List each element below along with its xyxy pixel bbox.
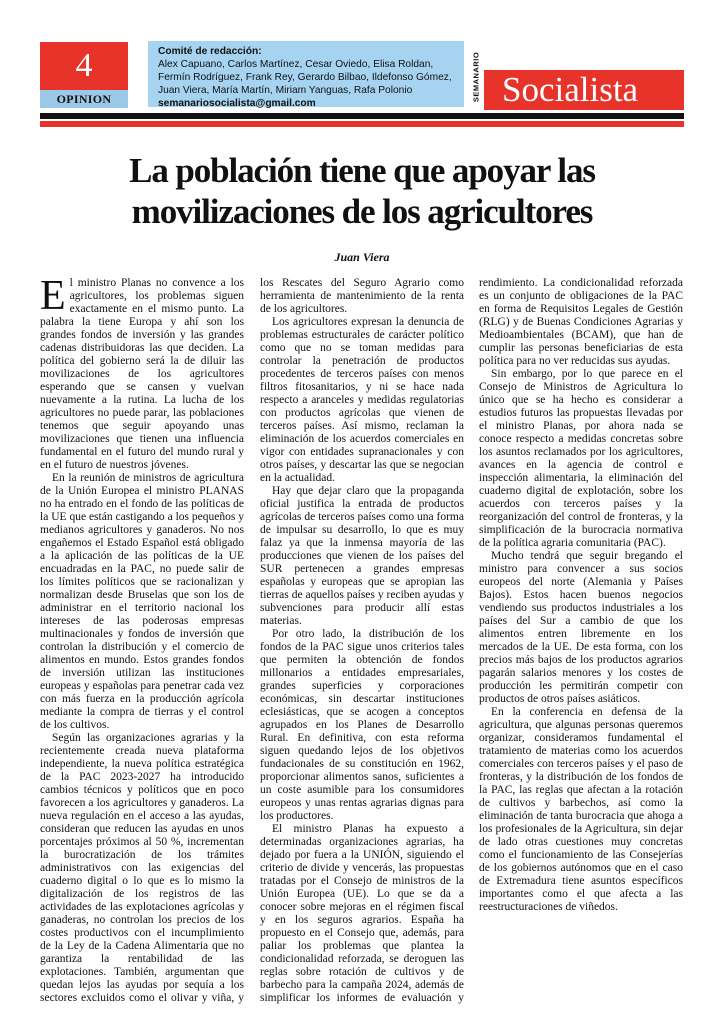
article-paragraph: En la reunión de ministros de agricultura de la Unión Europea el ministro PLANAS no ha entrado en el fondo de las políticas de la UE que están castigando a los pequeños y medianos agricultores y ganaderos. No nos engañemos el Estado Español está obligado a la aplicación de las políticas de la UE encuadradas en la PAC, no puede salir de los límites políticos que se racionalizan y normalizan desde Bruselas que son los de administrar en el territorio nacional los intereses de las poderosas empresas multinacionales y fondos de inversión que controlan la distribución y el comercio de alimentos en mundo. Estos grandes fondos de inversión utilizan las instituciones europeas y españolas para penetrar cada vez con más fuerza en la producción agrícola mediante la compra de tierras y el control de los cultivos. [40,472,244,731]
article-paragraph: Mucho tendrá que seguir bregando el ministro para convencer a sus socios europeos del norte (Alemania y Países Bajos). Estos hacen buenos negocios vendiendo sus productos industriales a los países del Sur a cambio de que los alimentos entren libremente en los mercados de la UE. De esta forma, con los precios más bajos de los productos agrarios pagarán salarios menores y los costes de producción les permitirán competir con productos de otros países asiáticos. [479,550,683,705]
article-paragraph: En la conferencia en defensa de la agricultura, que algunas personas queremos organizar, consideramos fundamental el tratamiento de materias como los acuerdos comerciales con terceros países y el paso de fronteras, y la distribución de los fondos de la PAC, las reglas que afectan a la rotación de cultivos y barbechos, así como la eliminación de tanta burocracia que ahoga a los profesionales de la Agricultura, sin dejar de lado otras cuestiones muy concretas como el funcionamiento de las Consejerías de los gobiernos autónomos que en el caso de Extremadura tiene asuntos específicos importantes como el que afecta a las reestructuraciones de viñedos. [479,706,683,913]
article-paragraph: Por otro lado, la distribución de los fondos de la PAC sigue unos criterios tales que permiten la obtención de fondos millonarios a entidades empresariales, grandes superficies y corporaciones económicas, sin descartar instituciones eclesiásticas, que se acogen a conceptos agrupados en los Planes de Desarrollo Rural. En definitiva, con esta reforma siguen quedando lejos de los objetivos fundacionales de su constitución en 1962, proporcionar alimentos sanos, suficientes a un coste asumible para los consumidores europeos y unas rentas agrarias dignas para los productores. [260,628,464,822]
contact-email[interactable]: semanariosocialista@gmail.com [158,98,316,109]
article-paragraph: Según las organizaciones agrarias y la recientemente creada nueva plataforma independiente, la nueva política estratégica de la PAC 2023-2027 ha introducido cambios técnicos y políticos que en poco favorecen a los agricultores y ganaderos. La nueva regulación en el acceso a las ayudas, consideran que reducen las ayudas en unos porcentajes próximos al 50 %, incrementan la burocratización de los trámites administrativos con las exigencias del cuaderno digital o lo que es lo mismo la digitalización de los registros de las actividades de las explotaciones agrícolas y ganaderas, no controlan los precios de los costes productivos con el incumplimiento de la Ley de la Cadena Alimentaria que no garantiza la rentabilidad de las explotaciones. También, argumentan que quedan lejos las ayudas por sequía a los sectores excluidos como el olivar y viña, y [40,732,244,1004]
article-paragraph: El ministro Planas ha expuesto a determinadas organizaciones agrarias, ha dejado por fuera a la UNIÓN, siguiendo el criterio de divide y vencerás, las propuestas tratadas por el Consejo de ministros de la Unión Europea (UE). Lo que se da a conocer sobre mejoras en el régimen fiscal y en los seguros agrarios. España ha propuesto en el Consejo que, además, para paliar los problemas que plantea la condicionalidad reforzada, se deroguen las reglas sobre rotación de cultivos y de barbecho para la campaña 2024, además de simplificar los informes de evaluación y [260,823,464,1004]
header-rule-black [40,113,684,119]
article-paragraph: los Rescates del Seguro Agrario como herramienta de mantenimiento de la renta de los agricultores. [260,277,464,315]
drop-cap: E [40,277,66,319]
brand-masthead: Socialista [484,70,684,110]
section-label: OPINION [40,90,128,108]
article-paragraph: Los agricultores expresan la denuncia de problemas estructurales de carácter político como que no se toman medidas para controlar la penetración de productos procedentes de terceros países con menos filtros fitosanitarios, y ni se hace nada respecto a aranceles y medidas regulatorias con productos agrícolas que vienen de terceros países. Así mismo, reclaman la eliminación de los acuerdos comerciales en vigor con entidades supranacionales y con otros países, y descartar las que se negocian en la actualidad. [260,316,464,484]
editorial-committee [148,41,464,107]
article-paragraph: Sin embargo, por lo que parece en el Consejo de Ministros de Agricultura lo único que se ha hecho es considerar a estudios futuros las propuestas llevadas por el ministro Planas, por ahora nada se conoce respecto a medidas concretas sobre los asuntos reclamados por los agricultores, avances en la agencia de control e inspección alimentaria, la eliminación del cuaderno digital de explotación, sobre los acuerdos con terceros países y la reorganización del control de fronteras, y la simplificación de la burocracia normativa de la política agraria comunitaria (PAC). [479,368,683,549]
committee-title: Comité de redacción: [158,46,262,57]
committee-members: Alex Capuano, Carlos Martínez, Cesar Oviedo, Elisa Roldan, Fermín Rodríguez, Frank Rey, Gerardo Bilbao, Ildefonso Gómez, Juan Viera, María Martín, Miriam Yanguas, Rafa Polonio [158,59,452,96]
article-paragraph [40,277,244,472]
article-column-2 [260,277,464,1012]
article-title: La población tiene que apoyar las movilizaciones de los agricultores [129,151,595,231]
header-rule-red [40,121,684,127]
article-column-1 [40,277,244,1012]
article-paragraph: Hay que dejar claro que la propaganda oficial justifica la entrada de productos agrícolas de terceros países como una forma de impulsar su desarrollo, lo que es muy falaz ya que la inmensa mayoría de las producciones que vienen de los países del SUR pertenecen a grandes empresas españolas y europeas que se apropian las tierras de aquellos países y reciben ayudas y subvenciones para producir allí estas materias. [260,485,464,627]
article-column-3 [479,277,683,1012]
article-paragraph: rendimiento. La condicionalidad reforzada es un conjunto de obligaciones de la PAC en forma de Requisitos Legales de Gestión (RLG) y de Buenas Condiciones Agrarias y Medioambientales (BCAM), que han de cumplir las personas beneficiarias de esta política para no ver reducidas sus ayudas. [479,277,683,367]
brand-side-label: SEMANARIO [471,51,481,103]
article-author: Juan Viera [334,250,390,264]
first-paragraph-text: l ministro Planas no convence a los agricultores, los problemas siguen exactamente en el mismo punto. La palabra la tiene Europa y ahí son los grandes fondos de inversión y las grandes cadenas distribuidoras las que deciden. La política del gobierno será la de diluir las movilizaciones de los agricultores esperando que se cansen y vuelvan nuevamente a la rutina. La lucha de los agricultores no puede parar, las poblaciones tenemos que seguir apoyando unas movilizaciones que tienen una influencia fundamental en el futuro del mundo rural y en el futuro de nuestros jóvenes. [40,277,244,471]
page-number: 4 [40,42,128,90]
